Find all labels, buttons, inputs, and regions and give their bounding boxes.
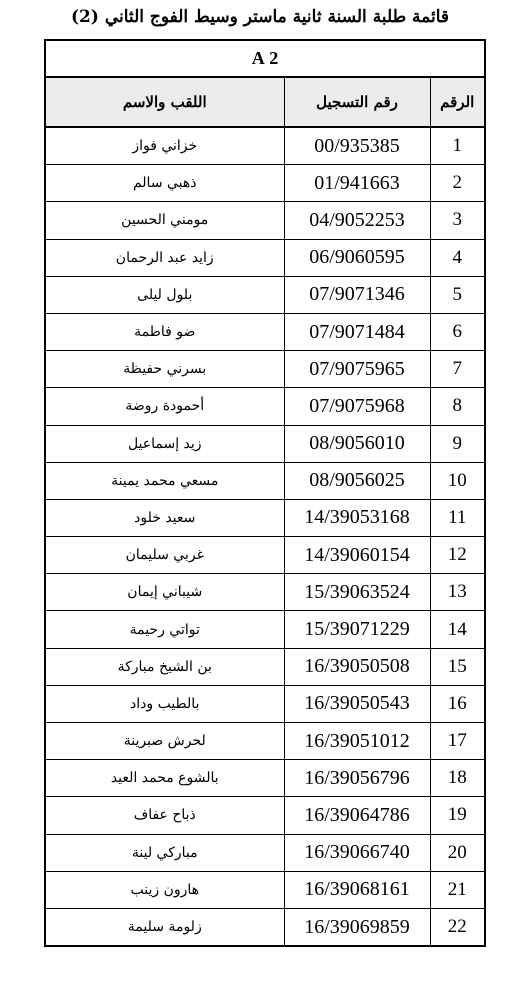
student-name: بن الشيخ مباركة [45,648,284,685]
registration-number: 08/9056025 [284,462,430,499]
table-row [45,760,485,797]
row-number: 7 [430,351,485,388]
row-number: 3 [430,202,485,239]
student-name: تواتي رحيمة [45,611,284,648]
column-header-name: اللقب والاسم [45,77,284,127]
registration-number: 07/9071484 [284,313,430,350]
student-name: مومني الحسين [45,202,284,239]
table-row [45,388,485,425]
student-name: زايد عبد الرحمان [45,239,284,276]
student-name: ضو فاطمة [45,313,284,350]
registration-number: 16/39064786 [284,797,430,834]
table-row [45,276,485,313]
registration-number: 01/941663 [284,165,430,202]
table-row [45,797,485,834]
registration-number: 15/39071229 [284,611,430,648]
row-number: 18 [430,760,485,797]
table-row [45,351,485,388]
student-name: بالطيب وداد [45,685,284,722]
student-name: بالشوع محمد العيد [45,760,284,797]
table-row [45,611,485,648]
student-name: ذباح عفاف [45,797,284,834]
row-number: 21 [430,871,485,908]
registration-number: 16/39068161 [284,871,430,908]
registration-number: 08/9056010 [284,425,430,462]
row-number: 10 [430,462,485,499]
student-name: ذهبي سالم [45,165,284,202]
table-row [45,537,485,574]
student-name: أحمودة روضة [45,388,284,425]
page-title: قائمة طلبة السنة ثانية ماستر وسيط الفوج الثاني (2) [71,7,449,27]
column-header-number: الرقم [430,77,485,127]
row-number: 6 [430,313,485,350]
registration-number: 14/39060154 [284,537,430,574]
table-row [45,202,485,239]
row-number: 4 [430,239,485,276]
registration-number: 07/9071346 [284,276,430,313]
student-name: شيباني إيمان [45,574,284,611]
student-name: بلول ليلى [45,276,284,313]
registration-number: 04/9052253 [284,202,430,239]
row-number: 1 [430,127,485,165]
registration-number: 14/39053168 [284,499,430,536]
student-name: هارون زينب [45,871,284,908]
row-number: 20 [430,834,485,871]
row-number: 19 [430,797,485,834]
student-name: غربي سليمان [45,537,284,574]
registration-number: 07/9075965 [284,351,430,388]
group-row [45,40,485,77]
row-number: 22 [430,908,485,946]
row-number: 9 [430,425,485,462]
registration-number: 16/39066740 [284,834,430,871]
registration-number: 16/39051012 [284,723,430,760]
registration-number: 16/39050508 [284,648,430,685]
table-row [45,499,485,536]
row-number: 2 [430,165,485,202]
group-label: 2 A [45,40,485,77]
row-number: 11 [430,499,485,536]
student-name: مسعي محمد يمينة [45,462,284,499]
student-name: مباركي لينة [45,834,284,871]
registration-number: 06/9060595 [284,239,430,276]
table-row [45,834,485,871]
table-row [45,239,485,276]
table-row [45,723,485,760]
table-row [45,648,485,685]
column-header-registration: رقم التسجيل [284,77,430,127]
student-name: زيد إسماعيل [45,425,284,462]
registration-number: 16/39069859 [284,908,430,946]
row-number: 12 [430,537,485,574]
table-row [45,313,485,350]
table-row [45,127,485,165]
table-row [45,871,485,908]
student-name: خزاني فواز [45,127,284,165]
student-list-table [44,39,486,947]
registration-number: 16/39050543 [284,685,430,722]
row-number: 5 [430,276,485,313]
table-row [45,425,485,462]
registration-number: 07/9075968 [284,388,430,425]
registration-number: 00/935385 [284,127,430,165]
registration-number: 16/39056796 [284,760,430,797]
row-number: 8 [430,388,485,425]
table-body [45,127,485,946]
student-name: زلومة سليمة [45,908,284,946]
row-number: 17 [430,723,485,760]
row-number: 15 [430,648,485,685]
table-row [45,908,485,946]
student-name: بسرني حفيظة [45,351,284,388]
registration-number: 15/39063524 [284,574,430,611]
table-row [45,462,485,499]
table-row [45,685,485,722]
row-number: 14 [430,611,485,648]
table-header-row [45,77,485,127]
table-row [45,165,485,202]
row-number: 16 [430,685,485,722]
student-name: سعيد خلود [45,499,284,536]
student-name: لحرش صبرينة [45,723,284,760]
row-number: 13 [430,574,485,611]
table-row [45,574,485,611]
